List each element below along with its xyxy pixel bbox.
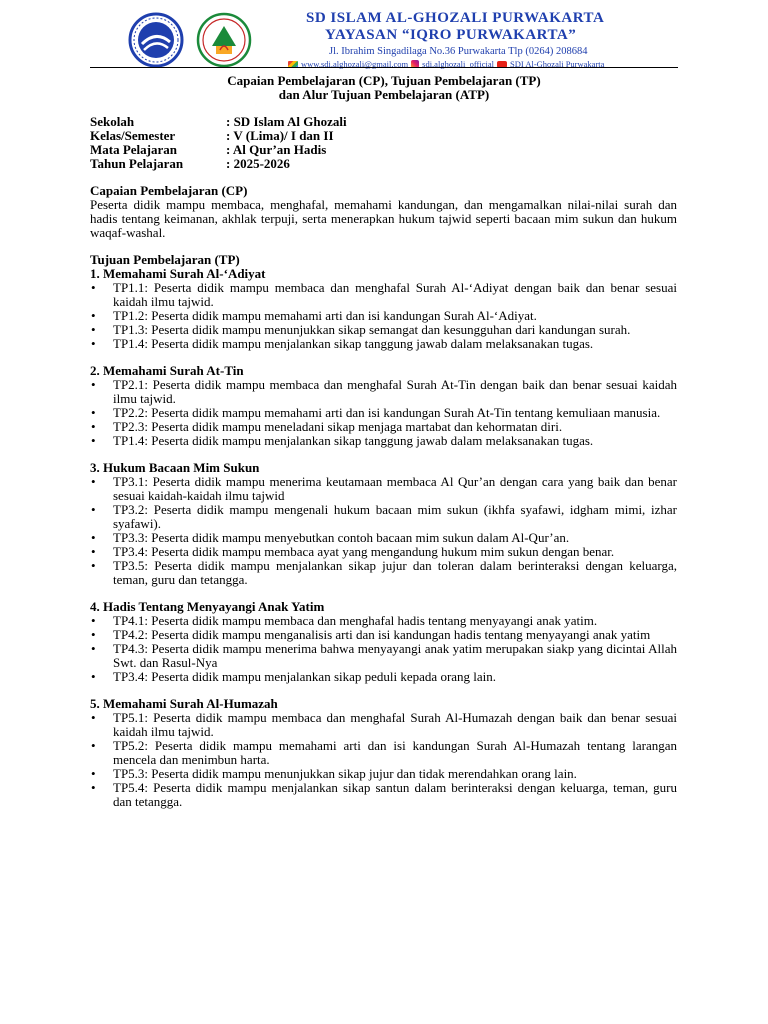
tp-item: • TP4.3: Peserta didik mampu menerima bahwa menyayangi anak yatim merupakan siakp yang dicintai Allah Swt. dan Rasul-Nya	[90, 642, 677, 670]
tp-item: • TP1.4: Peserta didik mampu menjalankan sikap tanggung jawab dalam melaksanakan tugas.	[90, 337, 677, 351]
cp-text: Peserta didik mampu membaca, menghafal, memahami kandungan, dan mengamalkan nilai-nilai surah dan hadis tentang keimanan, akhlak terpuji, serta menerapkan hukum tajwid seperti bacaan mim sukun dan hukum waqaf-washal.	[90, 197, 677, 240]
school-logo	[194, 12, 254, 68]
info-value: : Al Qur’an Hadis	[226, 142, 327, 157]
tp-item: • TP5.3: Peserta didik mampu menunjukkan sikap jujur dan tidak merendahkan orang lain.	[90, 767, 677, 781]
tp-item: • TP3.2: Peserta didik mampu mengenali hukum bacaan mim sukun (ikhfa syafawi, idgham mimi, izhar syafawi).	[90, 503, 677, 531]
foundation-logo	[120, 12, 192, 68]
tp-section-title: 3. Hukum Bacaan Mim Sukun	[90, 460, 260, 475]
tp-item: • TP5.1: Peserta didik mampu membaca dan menghafal Surah Al-Humazah dengan baik dan benar sesuai kaidah ilmu tajwid.	[90, 711, 677, 739]
tp-list	[90, 614, 677, 684]
tp-list	[90, 378, 677, 448]
instagram-text: sdi.alghozali_official	[422, 59, 494, 69]
info-row-sekolah	[90, 115, 347, 129]
tp-item: • TP3.3: Peserta didik mampu menyebutkan contoh bacaan mim sukun dalam Al-Qur’an.	[90, 531, 677, 545]
info-value: : SD Islam Al Ghozali	[226, 114, 347, 129]
info-label: Kelas/Semester	[90, 128, 176, 143]
tp-item: • TP1.3: Peserta didik mampu menunjukkan sikap semangat dan kesungguhan dari kandungan surah.	[90, 323, 677, 337]
letterhead	[120, 8, 680, 72]
tp-item: • TP1.2: Peserta didik mampu memahami arti dan isi kandungan Surah Al-‘Adiyat.	[90, 309, 677, 323]
document-title-line2: dan Alur Tujuan Pembelajaran (ATP)	[278, 87, 490, 102]
tp-item: • TP5.2: Peserta didik mampu memahami arti dan isi kandungan Surah Al-Humazah tentang larangan mencela dan menimbun harta.	[90, 739, 677, 767]
info-label: Mata Pelajaran	[90, 142, 178, 157]
tp-item: • TP2.3: Peserta didik mampu meneladani sikap menjaga martabat dan kehormatan diri.	[90, 420, 677, 434]
foundation-name: YAYASAN “IQRO PURWAKARTA”	[325, 27, 577, 43]
tp-item: • TP3.4: Peserta didik mampu menjalankan sikap peduli kepada orang lain.	[90, 670, 677, 684]
school-name: SD ISLAM AL-GHOZALI PURWAKARTA	[306, 10, 605, 26]
tp-section-title: 5. Memahami Surah Al-Humazah	[90, 696, 278, 711]
tp-list	[90, 281, 677, 351]
tp-list	[90, 475, 677, 587]
info-label: Sekolah	[90, 114, 135, 129]
info-row-mapel	[90, 143, 347, 157]
info-row-kelas	[90, 129, 347, 143]
tp-item: • TP2.2: Peserta didik mampu memahami arti dan isi kandungan Surah At-Tin tentang kemuliaan manusia.	[90, 406, 677, 420]
info-row-tahun	[90, 157, 347, 171]
tp-item: • TP3.4: Peserta didik mampu membaca ayat yang mengandung hukum mim sukun dengan benar.	[90, 545, 677, 559]
tp-item: • TP3.5: Peserta didik mampu menjalankan sikap jujur dan toleran dalam berinteraksi dengan keluarga, teman, guru dan tetangga.	[90, 559, 677, 587]
document-body	[90, 184, 677, 809]
letterhead-divider	[90, 67, 678, 68]
tp-item: • TP3.1: Peserta didik mampu menerima keutamaan membaca Al Qur’an dengan cara yang baik dan benar sesuai kaidah-kaidah ilmu tajwid	[90, 475, 677, 503]
document-title-line1: Capaian Pembelajaran (CP), Tujuan Pembelajaran (TP)	[227, 73, 541, 88]
tp-item: • TP4.2: Peserta didik mampu menganalisis arti dan isi kandungan hadis tentang menyayangi anak yatim	[90, 628, 677, 642]
tp-item: • TP1.1: Peserta didik mampu membaca dan menghafal Surah Al-‘Adiyat dengan baik dan benar sesuai kaidah ilmu tajwid.	[90, 281, 677, 309]
email-text: www.sdi.alghozali@gmail.com	[301, 59, 409, 69]
identity-table	[90, 115, 347, 171]
cp-heading: Capaian Pembelajaran (CP)	[90, 183, 248, 198]
tp-section-title: 4. Hadis Tentang Menyayangi Anak Yatim	[90, 599, 325, 614]
tp-section-title: 2. Memahami Surah At-Tin	[90, 363, 244, 378]
youtube-text: SDI Al-Ghozali Purwakarta	[509, 59, 605, 69]
tp-item: • TP5.4: Peserta didik mampu menjalankan sikap santun dalam berinteraksi dengan keluarga, teman, guru dan tetangga.	[90, 781, 677, 809]
tp-item: • TP4.1: Peserta didik mampu membaca dan menghafal hadis tentang menyayangi anak yatim.	[90, 614, 677, 628]
tp-item: • TP1.4: Peserta didik mampu menjalankan sikap tanggung jawab dalam melaksanakan tugas.	[90, 434, 677, 448]
tp-section-title: 1. Memahami Surah Al-‘Adiyat	[90, 266, 266, 281]
tp-list	[90, 711, 677, 809]
info-value: : 2025-2026	[226, 156, 290, 171]
info-label: Tahun Pelajaran	[90, 156, 184, 171]
info-value: : V (Lima)/ I dan II	[226, 128, 334, 143]
tp-heading: Tujuan Pembelajaran (TP)	[90, 252, 240, 267]
school-address: Jl. Ibrahim Singadilaga No.36 Purwakarta Tlp (0264) 208684	[329, 46, 588, 57]
tp-item: • TP2.1: Peserta didik mampu membaca dan menghafal Surah At-Tin dengan baik dan benar sesuai kaidah ilmu tajwid.	[90, 378, 677, 406]
